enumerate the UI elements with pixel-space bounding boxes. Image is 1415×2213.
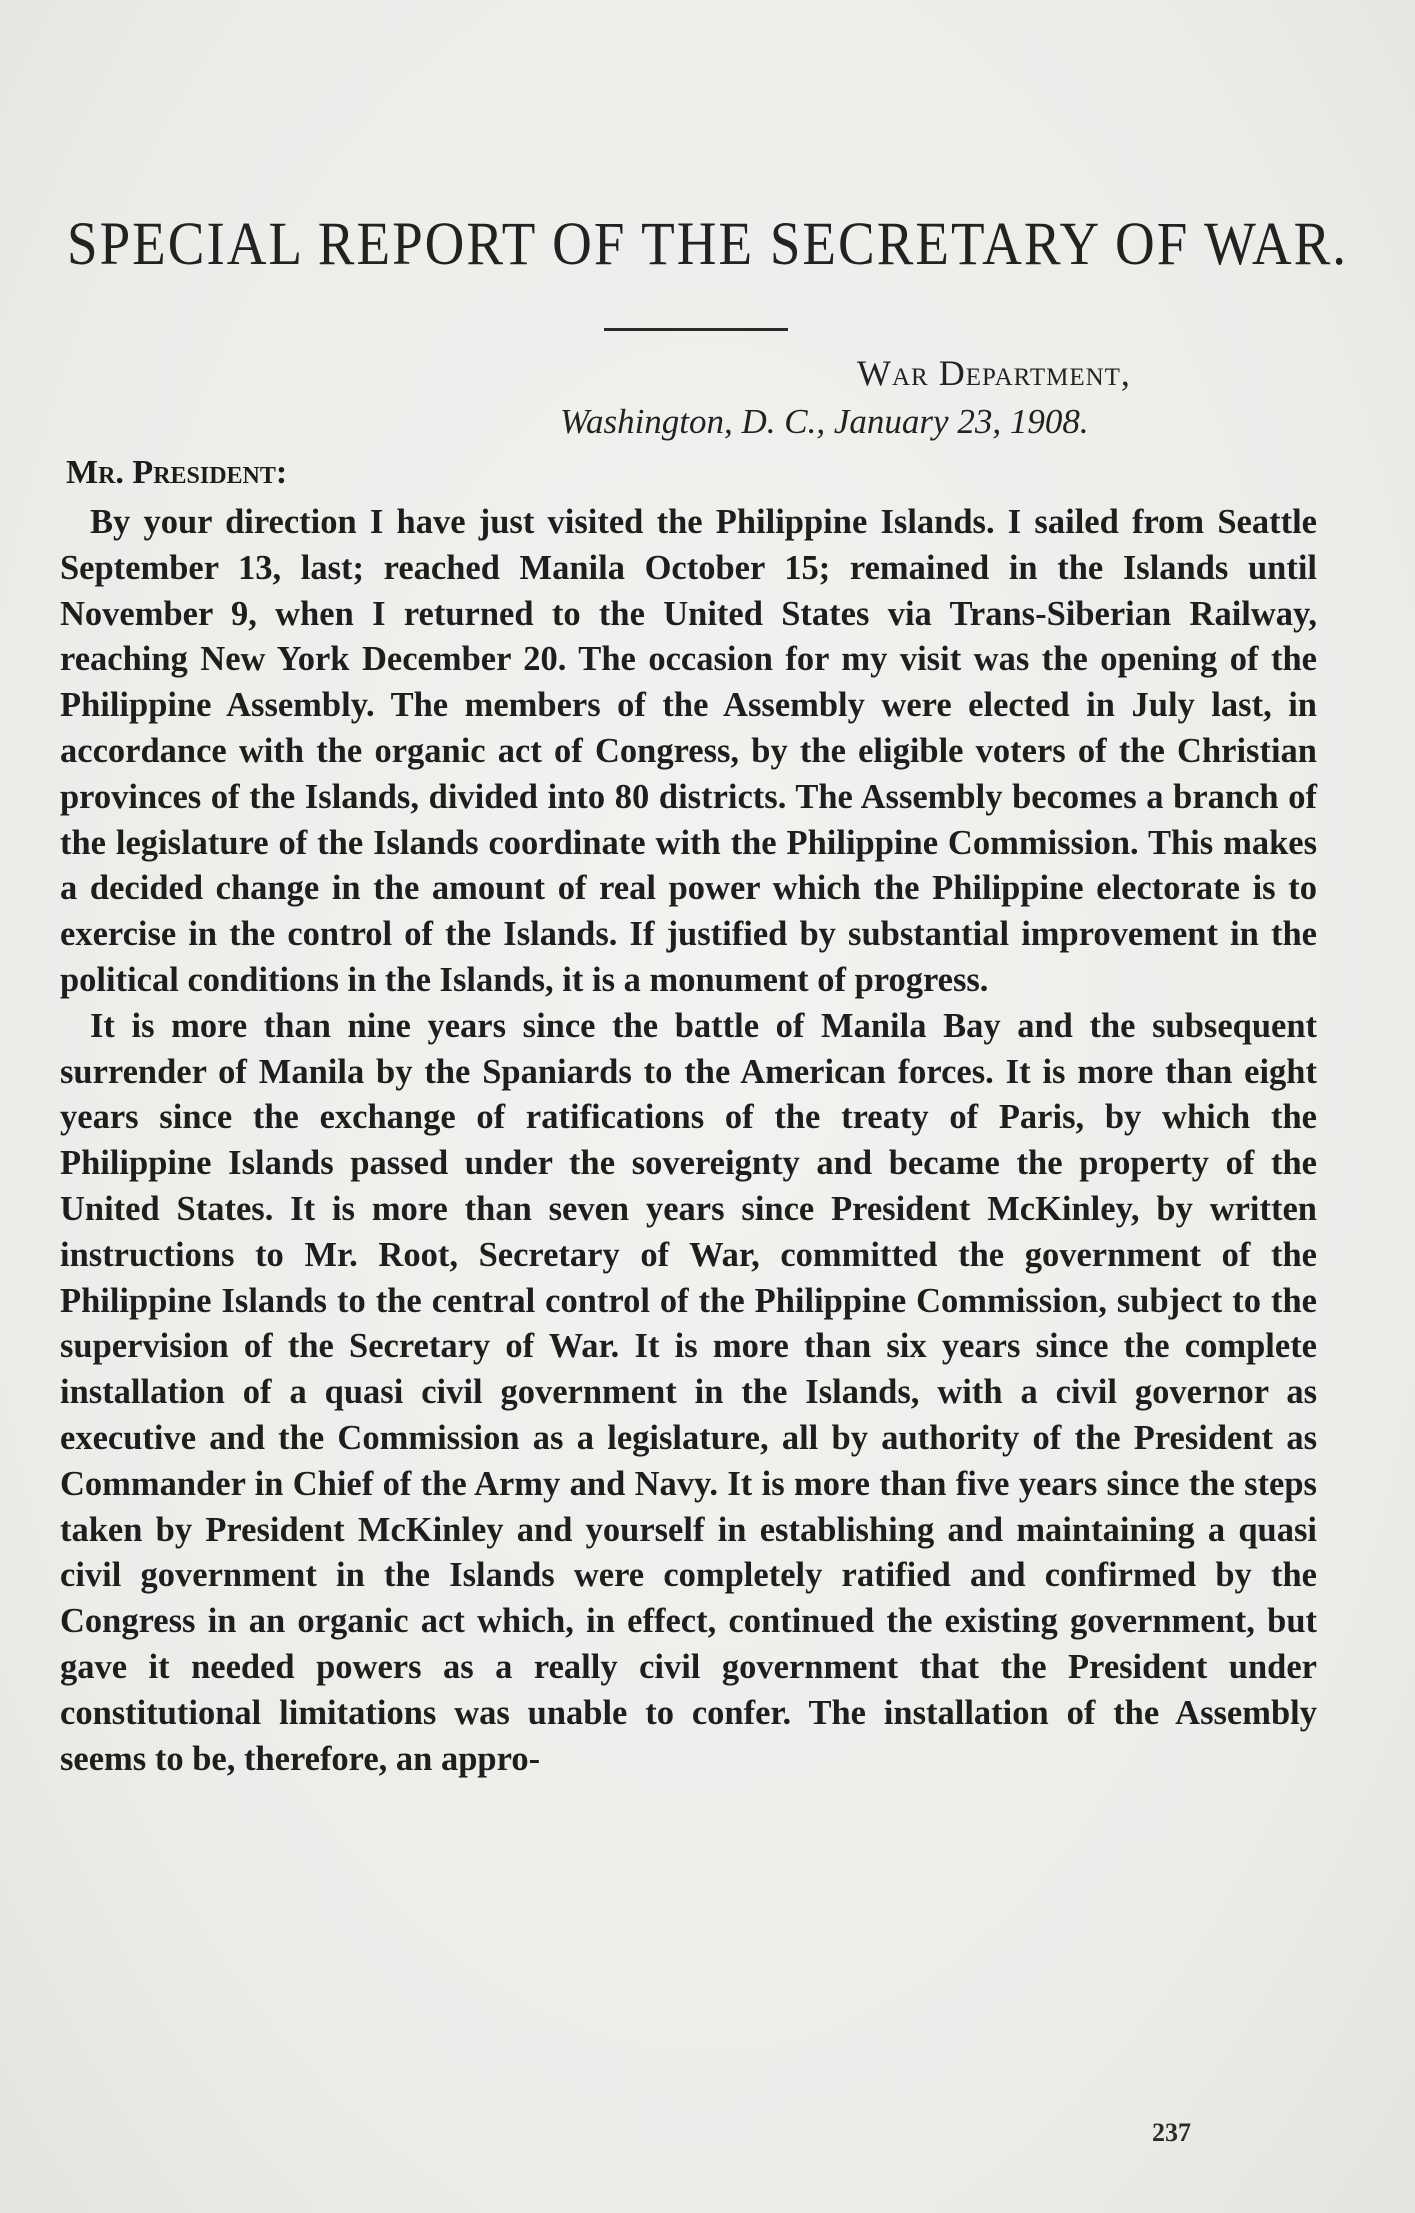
- title-divider: [604, 328, 788, 331]
- page-number: 237: [1152, 2118, 1191, 2147]
- paragraph: It is more than nine years since the battle of Manila Bay and the subsequent surrender of Manila by the Spaniards to the American forces. It is more than eight years since the exchange of ratifications of the treaty of Paris, by which the Philippine Islands passed under the sovereignty and became the property of the United States. It is more than seven years since President McKinley, by written instructions to Mr. Root, Secretary of War, committed the government of the Philippine Islands to the central control of the Philippine Commission, subject to the supervision of the Secretary of War. It is more than six years since the complete installation of a quasi civil government in the Islands, with a civil governor as executive and the Commission as a legislature, all by authority of the President as Commander in Chief of the Army and Navy. It is more than five years since the steps taken by President McKinley and yourself in establishing and maintaining a quasi civil government in the Islands were completely ratified and confirmed by the Congress in an organic act which, in effect, continued the existing government, but gave it needed powers as a really civil government that the President under constitutional limitations was unable to confer. The installation of the Assembly seems to be, therefore, an appro-: [60, 1006, 1317, 1778]
- salutation: Mr. President:: [66, 454, 288, 491]
- place-and-date: Washington, D. C., January 23, 1908.: [560, 402, 1089, 441]
- report-body: [60, 500, 1317, 1782]
- report-title: SPECIAL REPORT OF THE SECRETARY OF WAR.: [66, 209, 1349, 278]
- department-heading: War Department,: [857, 353, 1131, 393]
- paragraph: By your direction I have just visited the Philippine Islands. I sailed from Seattle September 13, last; reached Manila October 15; remained in the Islands until November 9, when I returned to the United States via Trans-Siberian Railway, reaching New York December 20. The occasion for my visit was the opening of the Philippine Assembly. The members of the Assembly were elected in July last, in accordance with the organic act of Congress, by the eligible voters of the Christian provinces of the Islands, divided into 80 districts. The Assembly becomes a branch of the legislature of the Islands coordinate with the Philippine Commission. This makes a decided change in the amount of real power which the Philippine electorate is to exercise in the control of the Islands. If justified by substantial improvement in the political conditions in the Islands, it is a monument of progress.: [60, 503, 1317, 999]
